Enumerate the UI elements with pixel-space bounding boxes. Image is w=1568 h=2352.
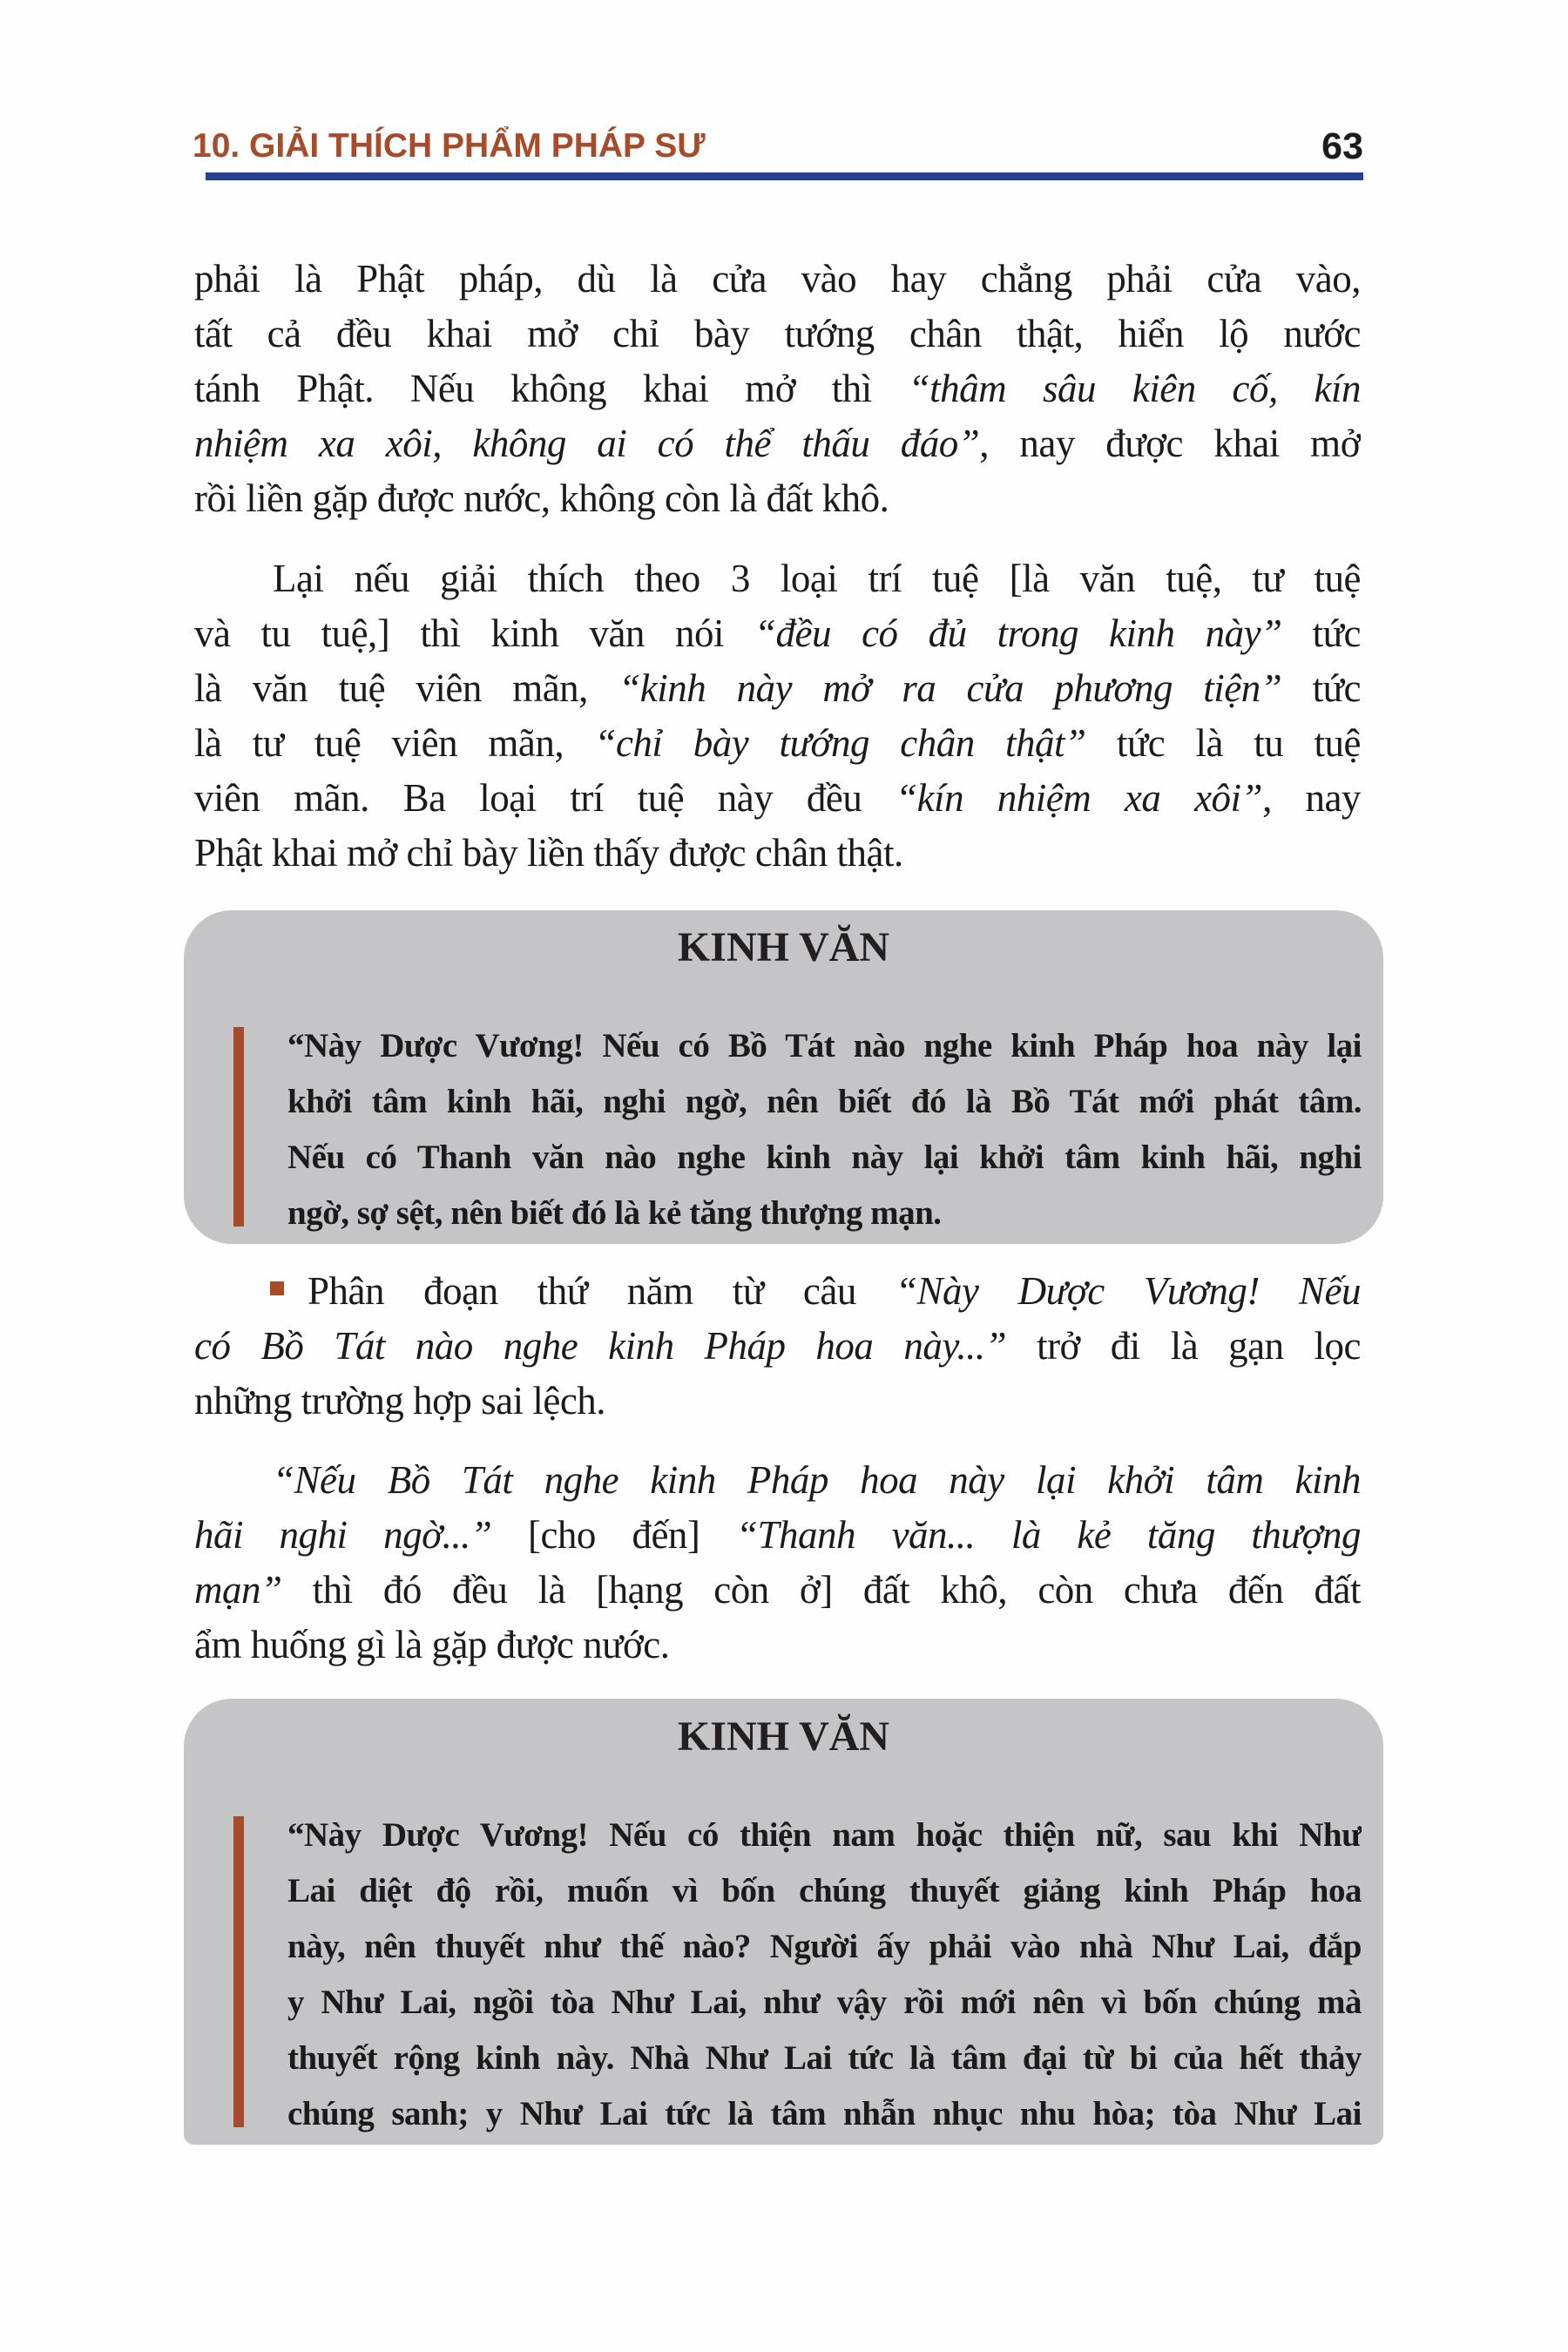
text-line — [194, 307, 1361, 362]
text-segment: trở đi là gạn lọc — [1006, 1324, 1361, 1368]
text-segment: tất cả đều khai mở chỉ bày tướng chân thật, hiển lộ nước — [194, 312, 1361, 355]
text-segment: tức — [1281, 666, 1361, 710]
chapter-title: 10. GIẢI THÍCH PHẨM PHÁP SƯ — [193, 127, 706, 165]
text-line — [194, 1319, 1361, 1374]
paragraph-1 — [194, 252, 1361, 526]
text-segment: tánh Phật. Nếu không khai mở thì — [194, 367, 909, 410]
text-line — [194, 362, 1361, 416]
quoted-italic-segment: “thâm sâu kiên cố, kín — [908, 367, 1361, 410]
text-line — [194, 1374, 1361, 1429]
text-segment: Phân đoạn thứ năm từ câu — [308, 1269, 896, 1313]
quoted-italic-segment: “chỉ bày tướng chân thật” — [594, 721, 1086, 765]
text-line — [287, 1130, 1362, 1186]
text-segment: ngờ, sợ sệt, nên biết đó là kẻ tăng thượng mạn. — [287, 1194, 942, 1232]
quoted-italic-segment: “Thanh văn... là kẻ tăng thượng — [735, 1513, 1361, 1557]
text-segment: “Này Dược Vương! Nếu có Bồ Tát nào nghe kinh Pháp hoa này lại — [287, 1027, 1362, 1064]
text-segment: chúng sanh; y Như Lai tức là tâm nhẫn nhục nhu hòa; tòa Như Lai — [287, 2095, 1362, 2132]
text-line — [194, 826, 1361, 881]
quoted-italic-segment: “đều có đủ trong kinh này” — [754, 612, 1282, 655]
text-segment: và tu tuệ,] thì kinh văn nói — [194, 612, 755, 655]
text-segment: Phật khai mở chỉ bày liền thấy được chân thật. — [194, 831, 903, 875]
text-segment: “Này Dược Vương! Nếu có thiện nam hoặc thiện nữ, sau khi Như — [287, 1816, 1362, 1854]
kinh-van-box-2 — [184, 1699, 1383, 2145]
text-line — [194, 551, 1361, 606]
quoted-italic-segment: có Bồ Tát nào nghe kinh Pháp hoa này...” — [194, 1324, 1007, 1368]
text-segment: này, nên thuyết như thế nào? Người ấy phải vào nhà Như Lai, đắp — [287, 1928, 1362, 1965]
text-line — [287, 2031, 1362, 2086]
sutra-quote-2 — [287, 1808, 1362, 2142]
text-line — [194, 416, 1361, 471]
quote-accent-bar — [233, 1027, 244, 1227]
kinh-van-heading: KINH VĂN — [677, 1713, 890, 1760]
text-line — [287, 1919, 1362, 1975]
text-segment: là tư tuệ viên mãn, — [194, 721, 595, 765]
text-line — [194, 716, 1361, 771]
text-segment: tức — [1281, 612, 1361, 655]
text-segment: rồi liền gặp được nước, không còn là đất khô. — [194, 476, 889, 520]
text-line — [194, 1618, 1361, 1673]
text-line — [194, 606, 1361, 661]
text-segment: , nay — [1262, 776, 1361, 820]
text-line — [194, 661, 1361, 716]
text-segment: , nay được khai mở — [979, 422, 1361, 465]
header-rule-divider — [206, 172, 1363, 180]
text-line — [194, 471, 1361, 526]
paragraph-2 — [194, 551, 1361, 881]
text-segment: những trường hợp sai lệch. — [194, 1379, 606, 1423]
text-line — [194, 1264, 1361, 1319]
text-segment: viên mãn. Ba loại trí tuệ này đều — [194, 776, 896, 820]
text-line — [194, 771, 1361, 826]
quote-accent-bar — [233, 1816, 244, 2127]
text-segment: Lai diệt độ rồi, muốn vì bốn chúng thuyết giảng kinh Pháp hoa — [287, 1872, 1362, 1909]
text-segment: y Như Lai, ngồi tòa Như Lai, như vậy rồi mới nên vì bốn chúng mà — [287, 1984, 1362, 2021]
text-segment: là văn tuệ viên mãn, — [194, 666, 619, 710]
paragraph-3-bullet — [194, 1264, 1361, 1429]
text-line — [194, 1563, 1361, 1618]
text-line — [194, 1453, 1361, 1508]
quoted-italic-segment: nhiệm xa xôi, không ai có thể thấu đáo” — [194, 422, 980, 465]
kinh-van-heading: KINH VĂN — [677, 924, 890, 970]
text-segment: khởi tâm kinh hãi, nghi ngờ, nên biết đó là Bồ Tát mới phát tâm. — [287, 1083, 1362, 1120]
page-number: 63 — [1321, 125, 1363, 167]
text-line — [287, 1975, 1362, 2031]
text-segment: thì đó đều là [hạng còn ở] đất khô, còn chưa đến đất — [281, 1568, 1361, 1612]
text-line — [194, 252, 1361, 307]
text-line — [287, 1808, 1362, 1863]
text-segment: tức là tu tuệ — [1085, 721, 1361, 765]
quoted-italic-segment: “Nếu Bồ Tát nghe kinh Pháp hoa này lại khởi tâm kinh — [273, 1458, 1361, 1502]
text-segment: [cho đến] — [491, 1513, 736, 1557]
text-line — [287, 1074, 1362, 1130]
paragraph-4 — [194, 1453, 1361, 1673]
text-line — [287, 2086, 1362, 2142]
text-line — [287, 1186, 1362, 1241]
sutra-quote-1 — [287, 1018, 1362, 1241]
quoted-italic-segment: “kinh này mở ra cửa phương tiện” — [618, 666, 1282, 710]
text-line — [194, 1508, 1361, 1563]
text-segment: thuyết rộng kinh này. Nhà Như Lai tức là tâm đại từ bi của hết thảy — [287, 2039, 1362, 2077]
text-segment: phải là Phật pháp, dù là cửa vào hay chẳng phải cửa vào, — [194, 257, 1361, 301]
text-line — [287, 1863, 1362, 1919]
quoted-italic-segment: “Này Dược Vương! Nếu — [896, 1269, 1361, 1313]
text-line — [287, 1018, 1362, 1074]
quoted-italic-segment: hãi nghi ngờ...” — [194, 1513, 492, 1557]
text-segment: Lại nếu giải thích theo 3 loại trí tuệ [là văn tuệ, tư tuệ — [273, 557, 1361, 600]
text-segment: Nếu có Thanh văn nào nghe kinh này lại khởi tâm kinh hãi, nghi — [287, 1139, 1362, 1176]
quoted-italic-segment: mạn” — [194, 1568, 282, 1612]
kinh-van-box-1 — [184, 910, 1383, 1244]
text-segment: ẩm huống gì là gặp được nước. — [194, 1623, 670, 1666]
quoted-italic-segment: “kín nhiệm xa xôi” — [896, 776, 1263, 820]
